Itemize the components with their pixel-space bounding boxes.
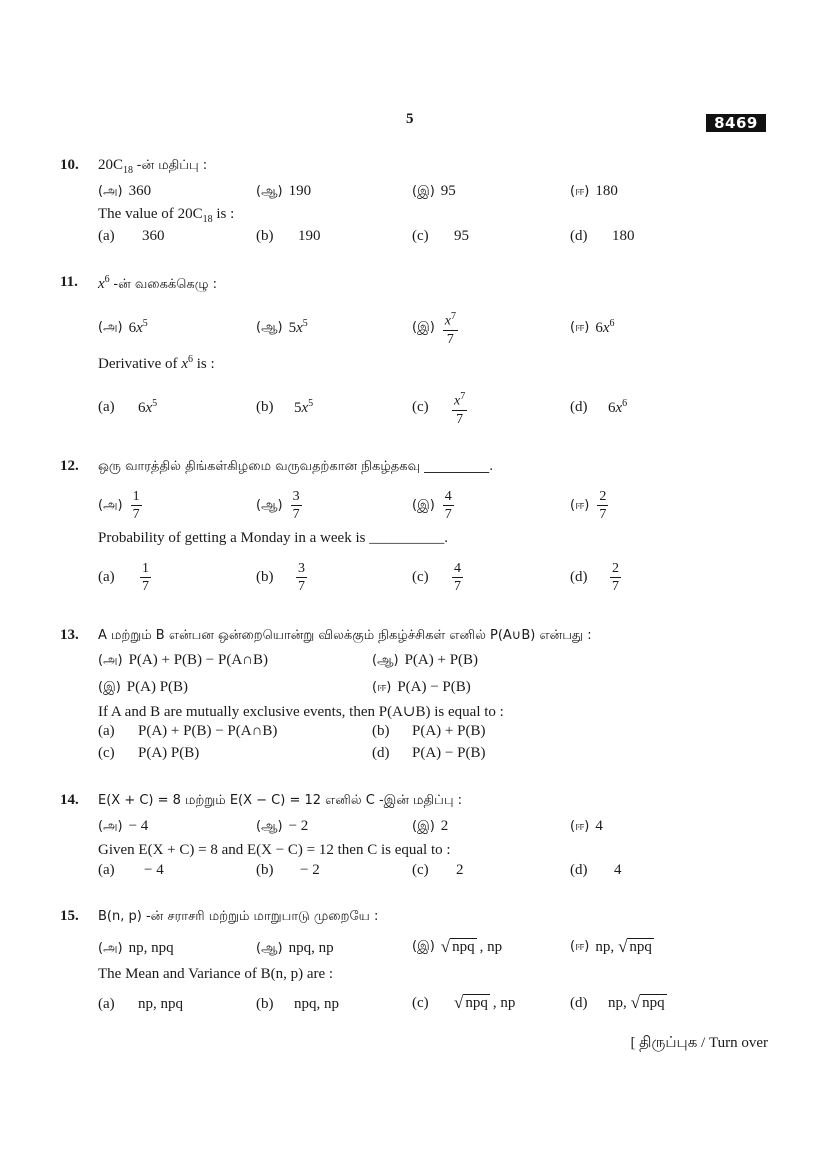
q14-option-d[interactable]: (d) 4	[570, 862, 622, 878]
turn-over-note: [ திருப்புக / Turn over	[630, 1035, 768, 1051]
q11-option-c[interactable]: (c) $\frac{x^7}{7}$	[412, 388, 469, 428]
q12-option-b[interactable]: (b) $\frac{3}{7}$	[256, 561, 305, 594]
q15-tamil-stem: B(n, p) -ன் சராசரி மற்றும் மாறுபாடு முறையே :	[98, 909, 379, 924]
q10-tamil-option-b[interactable]: (ஆ) 190	[256, 183, 312, 199]
q10-tamil-option-d[interactable]: (ஈ) 180	[570, 183, 618, 199]
q15-option-b[interactable]: (b) npq, np	[256, 996, 339, 1012]
q10-english-stem: The value of $20C_{18}$ is :	[98, 206, 235, 225]
sqrt-symbol: √ npq	[440, 937, 475, 956]
q13-option-a[interactable]: (a) P(A) + P(B) − P(A∩B)	[98, 723, 278, 739]
q12-tamil-option-c[interactable]: (இ) $\frac{4}{7}$	[412, 489, 452, 522]
q15-tamil-option-d[interactable]: (ஈ) np, √ npq	[570, 937, 652, 956]
sqrt-symbol: √ npq	[618, 937, 652, 956]
q13-english-stem: If A and B are mutually exclusive events, then P(A∪B) is equal to :	[98, 704, 504, 720]
q12-tamil-stem: ஒரு வாரத்தில் திங்கள்கிழமை வருவதற்கான நிகழ்தகவு __________.	[98, 459, 494, 474]
q14-english-stem: Given E(X + C) = 8 and E(X − C) = 12 then C is equal to :	[98, 842, 451, 858]
paper-code-badge: 8469	[706, 114, 766, 132]
q13-option-c[interactable]: (c) P(A) P(B)	[98, 745, 200, 761]
q10-option-d[interactable]: (d) 180	[570, 228, 635, 244]
q10-tamil-stem: $20C_{18}$ -ன் மதிப்பு :	[98, 157, 208, 176]
q11-tamil-option-c[interactable]: (இ) $\frac{x^7}{7}$	[412, 308, 460, 348]
q13-tamil-option-d[interactable]: (ஈ) P(A) − P(B)	[372, 679, 471, 695]
q10-tamil-option-a[interactable]: (அ) 360	[98, 183, 152, 199]
q11-option-a[interactable]: (a) $6x^5$	[98, 398, 158, 416]
q13-option-b[interactable]: (b) P(A) + P(B)	[372, 723, 486, 739]
q14-option-b[interactable]: (b) − 2	[256, 862, 320, 878]
q11-english-stem: Derivative of $x^6$ is :	[98, 354, 215, 372]
q11-tamil-option-a[interactable]: (அ) $6x^5$	[98, 318, 148, 336]
q11-tamil-option-b[interactable]: (ஆ) $5x^5$	[256, 318, 308, 336]
q10-option-b[interactable]: (b) 190	[256, 228, 321, 244]
question-number-12: 12.	[60, 458, 79, 474]
sqrt-symbol: √ npq	[454, 993, 488, 1012]
q12-tamil-option-d[interactable]: (ஈ) $\frac{2}{7}$	[570, 489, 607, 522]
q13-tamil-option-c[interactable]: (இ) P(A) P(B)	[98, 679, 189, 695]
q10-tamil-option-c[interactable]: (இ) 95	[412, 183, 456, 199]
q10-option-c[interactable]: (c) 95	[412, 228, 469, 244]
q14-tamil-option-b[interactable]: (ஆ) − 2	[256, 818, 309, 834]
q13-option-d[interactable]: (d) P(A) − P(B)	[372, 745, 486, 761]
q11-tamil-stem: $x^6$ -ன் வகைக்கெழு :	[98, 274, 218, 292]
q15-tamil-option-c[interactable]: (இ) √ npq , np	[412, 937, 503, 956]
q11-tamil-option-d[interactable]: (ஈ) $6x^6$	[570, 318, 615, 336]
q15-option-c[interactable]: (c) √ npq , np	[412, 993, 516, 1012]
q15-tamil-option-a[interactable]: (அ) np, npq	[98, 940, 174, 956]
sqrt-symbol: √ npq	[630, 993, 665, 1012]
q14-tamil-option-d[interactable]: (ஈ) 4	[570, 818, 603, 834]
q11-option-b[interactable]: (b) $5x^5$	[256, 398, 314, 416]
q13-tamil-stem: A மற்றும் B என்பன ஒன்றையொன்று விலக்கும் நிகழ்ச்சிகள் எனில் P(A∪B) என்பது :	[98, 628, 592, 643]
q14-tamil-option-c[interactable]: (இ) 2	[412, 818, 449, 834]
q15-tamil-option-b[interactable]: (ஆ) npq, np	[256, 940, 334, 956]
q14-option-a[interactable]: (a) − 4	[98, 862, 164, 878]
q15-option-a[interactable]: (a) np, npq	[98, 996, 183, 1012]
q12-english-stem: Probability of getting a Monday in a week is __________.	[98, 530, 448, 546]
q12-option-c[interactable]: (c) $\frac{4}{7}$	[412, 561, 461, 594]
q10-option-a[interactable]: (a) 360	[98, 228, 165, 244]
question-number-11: 11.	[60, 274, 78, 290]
question-number-10: 10.	[60, 157, 79, 173]
q12-option-a[interactable]: (a) $\frac{1}{7}$	[98, 561, 149, 594]
q13-tamil-option-a[interactable]: (அ) P(A) + P(B) − P(A∩B)	[98, 652, 269, 668]
q15-option-d[interactable]: (d) np, √ npq	[570, 993, 665, 1012]
q12-option-d[interactable]: (d) $\frac{2}{7}$	[570, 561, 619, 594]
q14-option-c[interactable]: (c) 2	[412, 862, 464, 878]
q15-english-stem: The Mean and Variance of B(n, p) are :	[98, 966, 334, 982]
question-number-14: 14.	[60, 792, 79, 808]
q14-tamil-option-a[interactable]: (அ) − 4	[98, 818, 149, 834]
q11-option-d[interactable]: (d) $6x^6$	[570, 398, 628, 416]
q12-tamil-option-a[interactable]: (அ) $\frac{1}{7}$	[98, 489, 140, 522]
question-number-15: 15.	[60, 908, 79, 924]
question-number-13: 13.	[60, 627, 79, 643]
q14-tamil-stem: E(X + C) = 8 மற்றும் E(X − C) = 12 எனில் C -இன் மதிப்பு :	[98, 793, 463, 808]
q12-tamil-option-b[interactable]: (ஆ) $\frac{3}{7}$	[256, 489, 300, 522]
page-number: 5	[406, 111, 414, 127]
q13-tamil-option-b[interactable]: (ஆ) P(A) + P(B)	[372, 652, 479, 668]
